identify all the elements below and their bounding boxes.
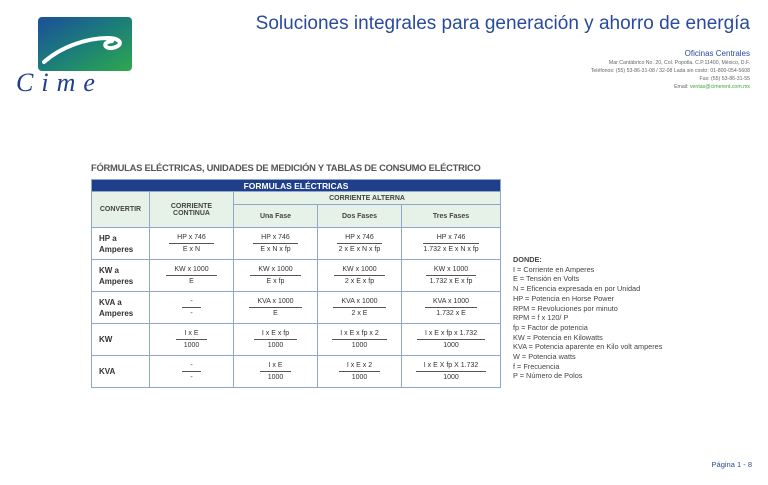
formula-cell: [150, 260, 234, 292]
row-label-line1: KW a: [99, 265, 119, 275]
formula-cell: [402, 356, 501, 388]
formula-cell: [234, 324, 318, 356]
formula-denominator: -: [190, 374, 193, 381]
formula-fraction: [339, 361, 380, 382]
formula-fraction: [416, 361, 486, 382]
formula-fraction: [253, 233, 298, 254]
formula-fraction: [249, 297, 301, 318]
donde-item: P = Número de Polos: [513, 371, 583, 381]
offices-email-line: [591, 83, 750, 91]
table-row: [92, 292, 501, 324]
formula-fraction: [333, 297, 385, 318]
formula-fraction: [332, 329, 387, 350]
donde-item: I = Corriente en Amperes: [513, 264, 595, 274]
formula-denominator: E x fp: [266, 278, 285, 285]
formula-cell: [234, 292, 318, 324]
formula-fraction: [169, 233, 214, 254]
page-number: Página 1 - 8: [711, 460, 752, 469]
formula-cell: [234, 228, 318, 260]
donde-item: KW = Potencia en Kilowatts: [513, 332, 603, 342]
formula-denominator: -: [190, 310, 193, 317]
formula-cell: [318, 356, 402, 388]
formulas-table: [91, 179, 501, 388]
formula-numerator: HP x 746: [423, 233, 478, 244]
formula-cell: [402, 324, 501, 356]
donde-item: RPM = Revoluciones por minuto: [513, 303, 618, 313]
col-convertir: CONVERTIR: [92, 192, 150, 228]
logo-mark-icon: [36, 16, 134, 72]
col-una-fase: Una Fase: [234, 205, 318, 228]
formula-fraction: [182, 361, 200, 382]
row-label: [92, 292, 150, 324]
col-corriente-continua: [150, 192, 234, 228]
formula-cell: [402, 292, 501, 324]
formula-numerator: KW x 1000: [426, 265, 476, 276]
formula-numerator: I x E x 2: [339, 361, 380, 372]
formula-numerator: KVA x 1000: [333, 297, 385, 308]
formula-cell: [150, 324, 234, 356]
offices-fax: Fax: (55) 53-86-31-55: [699, 76, 750, 82]
col-cc-line2: CONTINUA: [173, 209, 210, 217]
formula-denominator: 2 x E x N x fp: [338, 246, 381, 253]
donde-item: RPM = f x 120/ P: [513, 313, 569, 323]
row-label-line1: KW: [99, 335, 113, 344]
formula-denominator: E: [189, 278, 194, 285]
formula-cell: [318, 292, 402, 324]
donde-item: E = Tensión en Volts: [513, 274, 580, 284]
row-label-line1: KVA a: [99, 297, 122, 307]
formula-denominator: E: [273, 310, 278, 317]
col-cc-line1: CORRIENTE: [170, 202, 213, 210]
col-tres-fases: Tres Fases: [402, 205, 501, 228]
formula-numerator: I x E x fp x 2: [332, 329, 387, 340]
formula-fraction: [417, 329, 485, 350]
offices-address: Mar Cantábrico No. 20, Col. Popotla. C.P.11400, México, D.F.: [608, 60, 750, 66]
row-label-line2: Amperes: [99, 308, 134, 318]
formula-numerator: HP x 746: [253, 233, 298, 244]
formula-cell: [402, 228, 501, 260]
formula-denominator: 1.732 x E: [436, 310, 466, 317]
formula-cell: [318, 260, 402, 292]
cime-logo: [14, 14, 144, 97]
row-label-line2: Amperes: [99, 276, 134, 286]
page-header-title: Soluciones integrales para generación y ahorro de energía: [255, 13, 750, 34]
formula-denominator: 1.732 x E x fp: [429, 278, 473, 285]
table-row: [92, 324, 501, 356]
donde-item: fp = Factor de potencia: [513, 322, 588, 332]
email-label: Email:: [674, 84, 689, 90]
formula-fraction: [337, 233, 382, 254]
formula-fraction: [423, 233, 478, 254]
table-banner: FORMULAS ELÉCTRICAS: [92, 180, 501, 192]
formula-numerator: I x E x fp: [254, 329, 297, 340]
row-label: [92, 260, 150, 292]
formula-fraction: [176, 329, 206, 350]
formula-denominator: 1000: [443, 374, 459, 381]
table-row: [92, 356, 501, 388]
donde-item: f = Frecuencia: [513, 361, 560, 371]
formula-numerator: KW x 1000: [166, 265, 216, 276]
formula-numerator: -: [182, 297, 200, 308]
formula-numerator: KVA x 1000: [249, 297, 301, 308]
formula-numerator: I x E X fp X 1.732: [416, 361, 486, 372]
donde-item: N = Eficencia expresada en por Unidad: [513, 284, 641, 294]
formula-numerator: HP x 746: [169, 233, 214, 244]
logo-wordmark: Cime: [16, 68, 103, 97]
donde-legend: [513, 255, 662, 381]
formula-numerator: I x E: [260, 361, 290, 372]
donde-item: HP = Potencia en Horse Power: [513, 293, 615, 303]
formula-numerator: HP x 746: [337, 233, 382, 244]
formula-fraction: [260, 361, 290, 382]
formula-cell: [150, 356, 234, 388]
formula-cell: [318, 228, 402, 260]
donde-item: W = Potencia watts: [513, 352, 576, 362]
formula-cell: [150, 292, 234, 324]
formula-cell: [402, 260, 501, 292]
formula-denominator: E x N: [182, 246, 201, 253]
formula-fraction: [426, 265, 476, 286]
row-label-line2: Amperes: [99, 244, 134, 254]
formula-fraction: [334, 265, 384, 286]
formula-numerator: -: [182, 361, 200, 372]
donde-item: KVA = Potencia aparente en Kilo volt amperes: [513, 342, 663, 352]
formula-fraction: [254, 329, 297, 350]
formula-cell: [318, 324, 402, 356]
formula-denominator: 1000: [183, 342, 200, 349]
offices-title: Oficinas Centrales: [684, 49, 750, 58]
formula-fraction: [166, 265, 216, 286]
formula-denominator: E x N x fp: [260, 246, 291, 253]
table-row: [92, 228, 501, 260]
donde-title: DONDE:: [513, 255, 542, 264]
formula-denominator: 1.732 x E x N x fp: [423, 246, 479, 253]
email-link[interactable]: ventas@cimerent.com.mx: [689, 84, 750, 90]
section-title: FÓRMULAS ELÉCTRICAS, UNIDADES DE MEDICIÓN Y TABLAS DE CONSUMO ELÉCTRICO: [91, 162, 481, 173]
offices-block: [591, 49, 750, 91]
formula-cell: [150, 228, 234, 260]
col-dos-fases: Dos Fases: [318, 205, 402, 228]
offices-phones: Teléfonos: (55) 53-86-31-08 / 32-08 Lada sin costo: 01-800-054-5608: [590, 68, 750, 74]
formula-numerator: I x E: [176, 329, 206, 340]
row-label: [92, 356, 150, 388]
formula-denominator: 1000: [267, 342, 284, 349]
row-label: [92, 228, 150, 260]
formula-numerator: KVA x 1000: [425, 297, 477, 308]
formula-fraction: [182, 297, 200, 318]
formula-denominator: 2 x E: [351, 310, 368, 317]
formula-numerator: KW x 1000: [250, 265, 300, 276]
formula-denominator: 2 x E x fp: [344, 278, 375, 285]
formula-numerator: KW x 1000: [334, 265, 384, 276]
row-label-line1: KVA: [99, 367, 116, 376]
col-corriente-alterna: CORRIENTE ALTERNA: [234, 192, 501, 205]
formula-fraction: [250, 265, 300, 286]
formula-denominator: 1000: [351, 374, 368, 381]
formula-cell: [234, 260, 318, 292]
formula-cell: [234, 356, 318, 388]
table-row: [92, 260, 501, 292]
formula-fraction: [425, 297, 477, 318]
row-label: [92, 324, 150, 356]
row-label-line1: HP a: [99, 233, 117, 243]
formula-numerator: I x E x fp x 1.732: [417, 329, 485, 340]
formula-denominator: 1000: [267, 374, 284, 381]
formula-denominator: 1000: [351, 342, 368, 349]
formula-denominator: 1000: [443, 342, 459, 349]
